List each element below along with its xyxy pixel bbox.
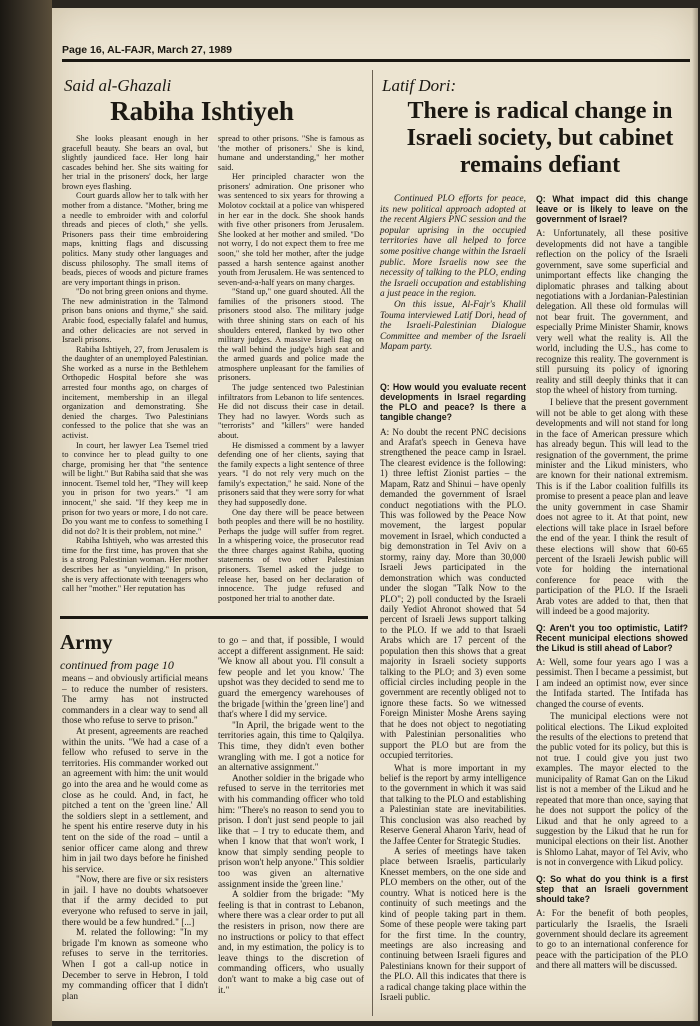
answer: A: For the benefit of both peoples, particularly the Israelis, the Israeli government should declare its agreement to go to an international conference for peace with the participation of the PLO and there all matters will be discussed.	[536, 908, 688, 971]
page-header: Page 16, AL-FAJR, March 27, 1989	[62, 44, 690, 62]
paragraph: At present, agreements are reached within the units. "We had a case of a fellow who refused to serve in the territories. His commander worked out an agreement with him: the unit would go into the area and he would come as close as he could. And, in fact, he pitched a tent on the 'green line.' All the soldiers slept in a settlement, and he spent his entire reserve duty in his tent on the side of the road – until a senior officer came along and threw him in jail two days before he finished his service.	[62, 726, 208, 875]
intro-paragraph: On this issue, Al-Fajr's Khalil Touma interviewed Latif Dori, head of the Israeli-Palestinian Dialogue Committee and member of the Israeli Mapam party.	[380, 299, 526, 353]
paragraph: Her principled character won the prisoners' admiration. One prisoner who was sentenced to six years for throwing a Molotov cocktail at a police van whispered in her ear in the dock. She shook hands with five other prisoners from Jerusalem. She looked at her mother and smiled. "Do not worry, I do not expect them to free me soon," she told her mother, after the judge passed a harsh sentence against another youth from Jerusalem. He was sentenced to seven-and-a-half years on many charges.	[218, 172, 364, 287]
paragraph: One day there will be peace between both peoples and there will be no hostility. Perhaps the judge will suffer from regret. In a whispering voice, the prosecutor read the three charges against Rabiha, quoting statements of two other Palestinian prisoners. Tsemel asked the judge to release her, based on her declaration of innocence. The judge refused and postponed her trial to another date.	[218, 507, 364, 603]
paragraph: A series of meetings have taken place between Israelis, particularly Knesset members, on the one side and PLO members on the other, out of the country. What is noticed here is the continuity of such meetings and the kind of people taking part in them. Some of these people were taking part for the first time. In the country, meetings are also increasing and continuing between Israeli figures and Palestinians known for their support of the PLO. All this indicates that there is a radical change taking place within the Israeli public.	[380, 846, 526, 1003]
paragraph: "In April, the brigade went to the territories again, this time to Qalqilya. This time, they didn't even bother wrangling with me. I got a notice for an alternative assignment."	[218, 720, 364, 774]
paragraph: Court guards allow her to talk with her mother from a distance. "Mother, bring me a needle to embroider with and colorful threads and pieces of cloth," she yells. Prisoners pass their time embroidering maps, knitting flags and discussing politics. Many study other languages and discuss philosophy. The small items of beads, pieces of woods and picture frames are very important things in prison.	[62, 191, 208, 287]
question: Q: Aren't you too optimistic, Latif? Recent municipal elections showed the Likud is still ahead of Labor?	[536, 622, 688, 653]
paragraph: Another soldier in the brigade who refused to serve in the territories met with his commanding officer who told him: "There's no reason to send you to prison. I don't just send people to jail like that – I try to educate them, and when I know that that won't work, I know that simply sending people to prison won't help anyone." This soldier too was given an alternative assignment inside the 'green line.'	[218, 773, 364, 890]
left-byline: Said al-Ghazali	[64, 76, 172, 95]
paragraph: "Stand up," one guard shouted. All the families of the prisoners stood. The prisoners stood also. The military judge with three shining stars on each of his shoulders entered, flanked by two other military judges. A massive Israeli flag on the wall behind the judge's high seat and the armed guards and police made the atmosphere unpleasant for the families of prisoners.	[218, 287, 364, 383]
question: Q: So what do you think is a first step that an Israeli government should take?	[536, 873, 688, 904]
left-headline: Rabiha Ishtiyeh	[110, 96, 294, 126]
paragraph: He dismissed a comment by a lawyer defending one of her clients, saying that the family expects a light sentence of three years. "I do not rely very much on the family's expectation," he said. None of the prisoners said that they were sorry for what they had supposedly done.	[218, 440, 364, 507]
right-intro	[380, 194, 526, 353]
paragraph: M. related the following: "In my brigade I'm known as someone who refuses to serve in the territories. When I got a call-up notice in December to serve in Hebron, I told my commanding officer that I didn't plan	[62, 928, 208, 1002]
right-col1	[380, 376, 526, 1003]
binding-rail	[0, 0, 52, 1026]
page-edge-shadow	[692, 8, 698, 1021]
paragraph: Rabiha Ishtiyeh, who was arrested this time for the first time, has proven that she is a strong Palestinian woman. Her mother describes her as "unyielding." In prison, she is very affectionate with teenagers who call her "mother." Her reputation has	[62, 536, 208, 594]
newspaper-page	[52, 8, 698, 1021]
army-headline: Army	[60, 630, 113, 654]
army-col1	[62, 674, 208, 1002]
paragraph: "Now, there are five or six resisters in jail. I have no doubts whatsoever that if the army decided to put everyone who refused to serve in jail, there would be a few hundred." [...]	[62, 875, 208, 928]
paragraph: to go – and that, if possible, I would accept a different assignment. He said: 'We know all about you. I'll consult a few people and let you know.' The upshot was they decided to send me to guard the emergency warehouses of the brigade [within the 'green line'] and that's where I did my service.	[218, 636, 364, 721]
paragraph: A soldier from the brigade: "My feeling is that in contrast to Lebanon, where there was a clear order to put all the resisters in prison, now there are no instructions or policy to that effect and, in my estimation, the policy is to leave things to the discretion of commanding officers, who usually don't want to make a big case out of it."	[218, 890, 364, 996]
left-article-col1	[62, 134, 208, 594]
right-headline: There is radical change in Israeli society, but cabinet remains defiant	[406, 98, 674, 178]
paragraph: What is more important in my belief is the report by army intelligence to the government in which it was said that talking to the PLO and establishing a Palestinian state are inevitabilities. This conclusion was also reached by Reserve General Aharon Yariv, head of the Jaffee Center for Strategic Studies.	[380, 762, 526, 846]
column-divider	[372, 70, 373, 1016]
paragraph: "Do not bring green onions and thyme. The new administration in the Talmond prison bans onions and thyme," she said. Arabic food, especially falafel and humus, and other delicacies are not served in Israeli prisons.	[62, 287, 208, 345]
intro-paragraph: Continued PLO efforts for peace, its new political approach adopted at the recent Algiers PNC session and the popular uprising in the occupied territories have all helped to force some positive change within the Israeli public. More Israelis now see the necessity of talking to the PLO, ending the Israeli occupation and establishing a just peace in the region.	[380, 194, 526, 300]
paragraph: Rabiha Ishtiyeh, 27, from Jerusalem is the daughter of an unemployed Palestinian. She worked as a nurse in the Bethlehem Orthopedic Hospital before she was arrested four months ago, on charges of incitement, membership in an illegal organization and demonstrating. She denied the charges. Two Palestinians confessed to the police that she was an activist.	[62, 344, 208, 440]
paragraph: spread to other prisons. "She is famous as 'the mother of prisoners.' She is kind, humane and understanding," her mother said.	[218, 134, 364, 172]
continued-line: continued from page 10	[60, 658, 174, 672]
paragraph: In court, her lawyer Lea Tsemel tried to convince her to plead guilty to one charge, promising her that "the sentence will be light." But Rabiha said that she was innocent. Tsemel told her, "They will keep you in prison for two years." "I am innocent," she said. "If they keep me in prison for two years or more, I do not care. Do you want me to confess to something I did not do? It is their problem, not mine."	[62, 440, 208, 536]
right-col2	[536, 194, 688, 973]
question: Q: What impact did this change leave or is likely to leave on the government of Israel?	[536, 194, 688, 225]
paragraph: I believe that the present government will not be able to get along with these developments and will not stand for long in the face of American pressure which has already begun. This will lead to the resignation of the government, the prime minister and the Likud ministers, who are known for their national extremism. This is if the Labor coalition fulfills its promise to present a peace plan and leave the unity government in case Shamir does not agree to it. At that point, new elections will take place in Israel before the end of the year. I think the result of these elections will show that 60-65 percent of the Israeli Jewish public will vote for holding the international conference for peace with the participation of the PLO. If the Israeli Arab votes are added to that, then that will indeed be a good majority.	[536, 397, 688, 617]
answer: A: Well, some four years ago I was a pessimist. Then I became a pessimist, but I am indeed an optimist now, ever since the Intifada started. The Intifada has changed the course of events.	[536, 656, 688, 709]
paragraph: She looks pleasant enough in her gracefull beauty. She bears an oval, but slightly jaundiced face. Her long hair cascades behind her. She sits waiting for her trial in the prisoners' dock, her large brown eyes flashing.	[62, 134, 208, 191]
question: Q: How would you evaluate recent developments in Israel regarding the PLO and peace? Is there a tangible change?	[380, 382, 526, 423]
army-col2	[218, 636, 364, 996]
paragraph: The municipal elections were not political elections. The Likud exploited the results of the elections to pretend that the public voted for its policy, but this is not true. I could give you just two examples. The mayor elected to the municipality of Ramat Gan on the Likud list is not a member of the Likud and he repeated that more than once, saying that he does not support the policy of the Likud and that he only agreed to a suggestion by the Likud that he run for municipal elections on their list. Another is Shlomo Lahat, mayor of Tel Aviv, who is not in convergence with Likud policy.	[536, 711, 688, 868]
answer: A: No doubt the recent PNC decisions and Arafat's speech in Geneva have strengthened the peace camp in Israel. The clearest evidence is the following: 1) three leftist Zionist parties – the Mapam, Ratz and Shinui – have openly demanded the government of Israel conduct negotiations with the PLO. This was followed by the Peace Now movement, the largest popular movement in Israel, which conducted a big demonstration in Tel Aviv on a stormy, rainy day. More than 30,000 Israeli Jews participated in the demonstration which was conducted under the slogan "Talk Now to the PLO"; 2) poll conducted by the Israeli daily Yediot Ahronot showed that 54 percent of Israeli Jews support talking to the PLO. If we add to that Israeli Arabs which are 17 percent of the population then this shows that a great majority in Israeli society supports talking to the PLO; and 3) even some official circles including people in the government are recently obliged not to ignore these facts. So we witnessed Foreign Minister Moshe Arens saying that he does not object to negotiating with Palestinian personalities who support the PLO but are from the occupied territories.	[380, 426, 526, 761]
paragraph: means – and obviously artificial means – to reduce the number of resisters. The army has not instructed commanders in a clear way to send all those who refuse to serve to prison."	[62, 674, 208, 727]
section-divider	[60, 616, 368, 619]
right-byline: Latif Dori:	[382, 76, 457, 95]
paragraph: The judge sentenced two Palestinian infiltrators from Lebanon to life sentences. He did not discuss their case in detail. They had no lawyer. Words such as "terrorists" and "killers" were handed about.	[218, 383, 364, 440]
answer: A: Unfortunately, all these positive developments did not have a tangible reflection on the policy of the Israeli government, save some superficial and unimportant effects like changing the diplomatic phrases and talking about negotiations with a Jordanian-Palestinian delegation. All these old formulas will not bear fruit. The government, and especially Prime Minister Shamir, knows very well what the reality is. All the world, including the U.S., has come to recognize this reality. The government is still pursuing its policy of ignoring reality and still deeply thinks that it can stop the wheel of history from turning.	[536, 228, 688, 395]
left-article-col2	[218, 134, 364, 603]
